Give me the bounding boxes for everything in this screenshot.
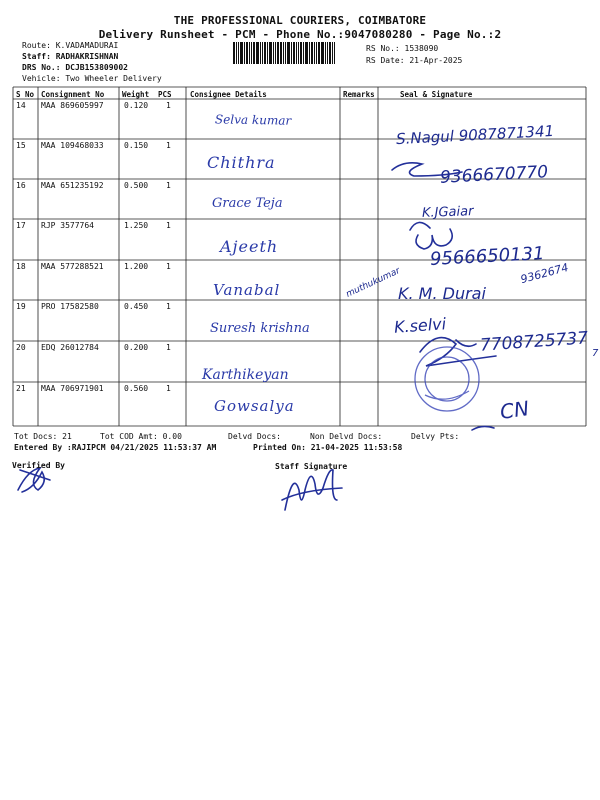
col-weight: Weight — [122, 90, 150, 99]
cell-weight: 0.560 — [124, 384, 149, 393]
delivered-docs: Delvd Docs: — [228, 432, 281, 441]
consignee-name: Suresh krishna — [210, 321, 310, 336]
consignee-name: Selva kumar — [214, 112, 292, 128]
signature-mark: 7 — [592, 348, 599, 359]
delivery-points: Delvy Pts: — [411, 432, 460, 441]
cell-sno: 21 — [16, 384, 26, 393]
cell-weight: 0.150 — [124, 141, 149, 150]
verified-by-label: Verified By — [12, 461, 65, 470]
cell-consignment-no: MAA 651235192 — [41, 181, 104, 190]
cell-pcs: 1 — [166, 101, 171, 110]
cell-consignment-no: MAA 706971901 — [41, 384, 104, 393]
cell-pcs: 1 — [166, 384, 171, 393]
cell-consignment-no: MAA 577288521 — [41, 262, 104, 271]
consignee-name: Chithra — [207, 153, 276, 172]
cell-sno: 15 — [16, 141, 26, 150]
runsheet-subtitle: Delivery Runsheet - PCM - Phone No.:9047080280 - Page No.:2 — [98, 28, 502, 41]
cell-weight: 0.120 — [124, 101, 149, 110]
col-consignment: Consignment No — [41, 90, 105, 99]
cell-weight: 0.450 — [124, 302, 149, 311]
drs-number: DRS No.: DCJB153809002 — [22, 63, 128, 72]
company-title: THE PROFESSIONAL COURIERS, COIMBATORE — [173, 14, 427, 27]
entered-by: Entered By :RAJIPCM 04/21/2025 11:53:37 AM — [14, 443, 217, 452]
cell-pcs: 1 — [166, 181, 171, 190]
col-remarks: Remarks — [343, 90, 375, 99]
cell-pcs: 1 — [166, 343, 171, 352]
total-docs: Tot Docs: 21 — [14, 432, 72, 441]
signature-row-21: CN — [498, 396, 531, 424]
signature-row-16: K.JGaiar — [421, 204, 474, 221]
cell-consignment-no: EDQ 26012784 — [41, 343, 99, 352]
consignee-name: Gowsalya — [214, 397, 295, 415]
cell-consignment-no: MAA 869605997 — [41, 101, 104, 110]
signature-row-15: 9366670770 — [439, 162, 549, 188]
cell-pcs: 1 — [166, 141, 171, 150]
total-cod-amount: Tot COD Amt: 0.00 — [100, 432, 182, 441]
cell-consignment-no: MAA 109468033 — [41, 141, 104, 150]
col-pcs: PCS — [158, 90, 172, 99]
cell-consignment-no: PRO 17582580 — [41, 302, 99, 311]
printed-on: Printed On: 21-04-2025 11:53:58 — [253, 443, 403, 452]
signature-row-18: K. M. Durai — [398, 284, 486, 303]
cell-pcs: 1 — [166, 302, 171, 311]
non-delivered-docs: Non Delvd Docs: — [310, 432, 383, 441]
cell-sno: 20 — [16, 343, 26, 352]
cell-weight: 0.500 — [124, 181, 149, 190]
cell-weight: 1.200 — [124, 262, 149, 271]
signature-row-17: 9566650131 — [429, 243, 546, 270]
signature-row-14: S.Nagul 9087871341 — [395, 121, 555, 149]
col-consignee: Consignee Details — [190, 90, 267, 99]
cell-sno: 17 — [16, 221, 26, 230]
cell-weight: 1.250 — [124, 221, 149, 230]
cell-pcs: 1 — [166, 221, 171, 230]
consignee-name: Karthikeyan — [202, 367, 289, 383]
consignee-name: Vanabal — [213, 281, 281, 299]
signature-row-18-number: 9362674 — [519, 260, 570, 287]
col-seal-signature: Seal & Signature — [400, 90, 473, 99]
staff-signature-label: Staff Signature — [275, 462, 348, 471]
signature-row-19: K.selvi — [393, 314, 447, 337]
cell-sno: 14 — [16, 101, 26, 110]
rs-number: RS No.: 1538090 — [366, 44, 439, 53]
consignee-name: Ajeeth — [220, 237, 279, 256]
consignee-name: Grace Teja — [212, 196, 283, 211]
cell-weight: 0.200 — [124, 343, 149, 352]
vehicle-label: Vehicle: Two Wheeler Delivery — [22, 74, 162, 83]
staff-label: Staff: RADHAKRISHNAN — [22, 52, 119, 61]
cell-sno: 16 — [16, 181, 26, 190]
cell-consignment-no: RJP 3577764 — [41, 221, 94, 230]
cell-pcs: 1 — [166, 262, 171, 271]
col-sno: S No — [16, 90, 35, 99]
route-label: Route: K.VADAMADURAI — [22, 41, 119, 50]
cell-sno: 19 — [16, 302, 26, 311]
cell-sno: 18 — [16, 262, 26, 271]
rs-date: RS Date: 21-Apr-2025 — [366, 56, 463, 65]
remark-row-18: muthukumar — [344, 266, 402, 300]
signature-row-20-number: 7708725737 — [479, 328, 589, 356]
